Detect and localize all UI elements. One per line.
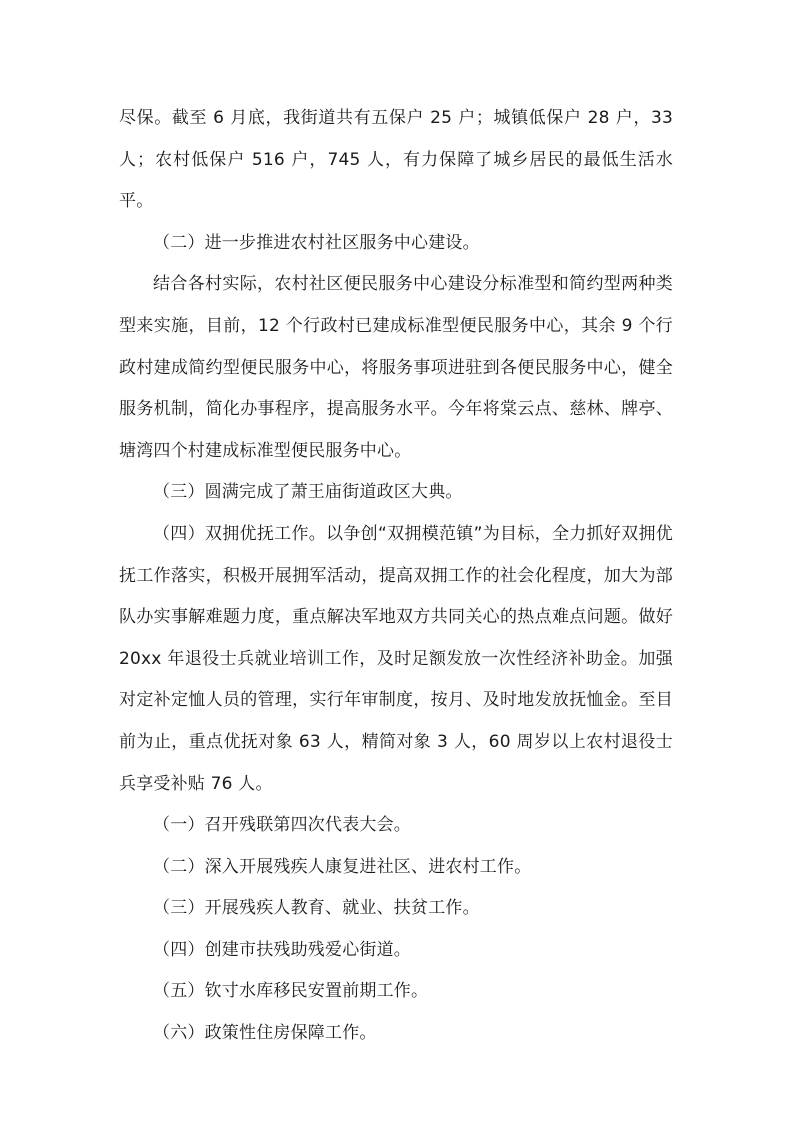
heading-education-employment-poverty: （三）开展残疾人教育、就业、扶贫工作。: [153, 898, 480, 919]
paragraph-service-center-construction: 结合各村实际，农村社区便民服务中心建设分标准型和简约型两种类型来实施，目前，12 个行政村已建成标准型便民服务中心，其余 9 个行政村建成简约型便民服务中心，将服务事项进驻到各便民服务中心，健全服务机制，简化办事程序，提高服务水平。今年将棠云点、慈林、牌亭、塘湾四个村建成标准型便民服务中心。: [119, 274, 673, 461]
document-body: [119, 98, 673, 1055]
heading-rehabilitation-outreach: （二）深入开展残疾人康复进社区、进农村工作。: [153, 856, 532, 877]
heading-housing-security: （六）政策性住房保障工作。: [153, 1023, 377, 1044]
heading-reservoir-resettlement: （五）钦寸水库移民安置前期工作。: [153, 981, 429, 1002]
heading-rural-community-service: （二）进一步推进农村社区服务中心建设。: [153, 232, 480, 253]
paragraph-social-security-summary: 尽保。截至 6 月底，我街道共有五保户 25 户；城镇低保户 28 户，33 人；农村低保户 516 户，745 人，有力保障了城乡居民的最低生活水平。: [119, 108, 673, 212]
heading-caring-street: （四）创建市扶残助残爱心街道。: [153, 939, 411, 960]
heading-district-gazetteer: （三）圆满完成了萧王庙街道政区大典。: [153, 482, 463, 503]
paragraph-military-support-work: （四）双拥优抚工作。以争创“双拥模范镇”为目标，全力抓好双拥优抚工作落实，积极开展拥军活动，提高双拥工作的社会化程度，加大为部队办实事解难题力度，重点解决军地双方共同关心的热点难点问题。做好 20xx 年退役士兵就业培训工作，及时足额发放一次性经济补助金。加强对定补定恤人员的管理，实行年审制度，按月、及时地发放抚恤金。至目前为止，重点优抚对象 63 人，精简对象 3 人，60 周岁以上农村退役士兵享受补贴 76 人。: [119, 523, 673, 794]
heading-disabled-federation-congress: （一）召开残联第四次代表大会。: [153, 815, 411, 836]
